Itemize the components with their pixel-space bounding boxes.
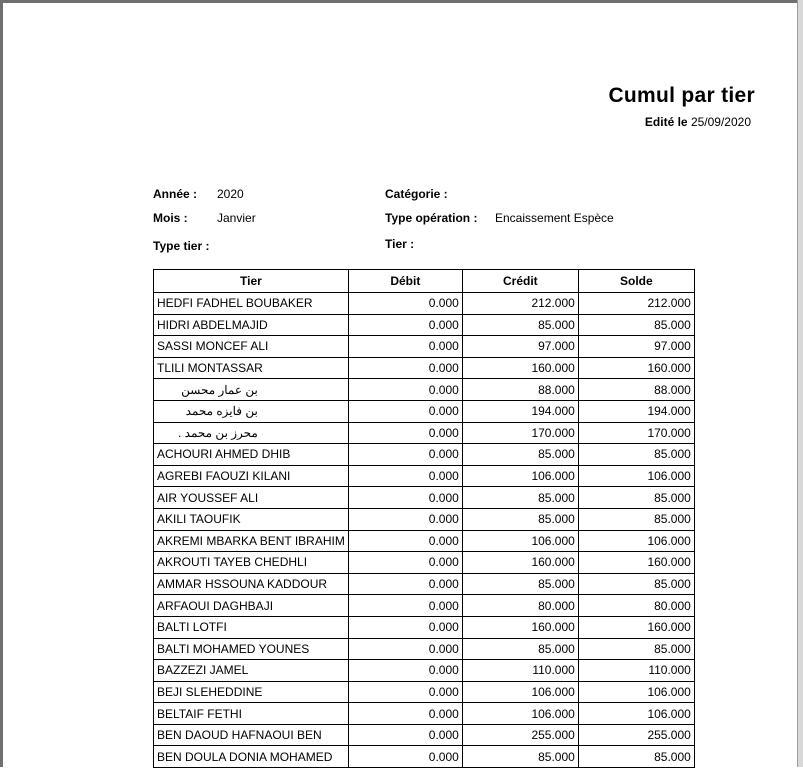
solde-cell: 212.000 xyxy=(578,293,694,315)
debit-cell: 0.000 xyxy=(348,530,462,552)
credit-cell: 85.000 xyxy=(462,638,578,660)
debit-cell: 0.000 xyxy=(348,379,462,401)
credit-cell: 85.000 xyxy=(462,314,578,336)
table-row xyxy=(154,616,695,638)
tier-cell: AKILI TAOUFIK xyxy=(154,508,349,530)
solde-cell: 106.000 xyxy=(578,530,694,552)
credit-cell: 106.000 xyxy=(462,703,578,725)
credit-cell: 160.000 xyxy=(462,552,578,574)
solde-cell: 160.000 xyxy=(578,616,694,638)
solde-cell: 255.000 xyxy=(578,724,694,746)
table-row xyxy=(154,422,695,444)
debit-cell: 0.000 xyxy=(348,638,462,660)
solde-cell: 106.000 xyxy=(578,465,694,487)
tier-cell: BAZZEZI JAMEL xyxy=(154,660,349,682)
table-row xyxy=(154,357,695,379)
tier-cell: SASSI MONCEF ALI xyxy=(154,336,349,358)
edited-date: 25/09/2020 xyxy=(690,115,751,129)
credit-cell: 85.000 xyxy=(462,487,578,509)
table-row xyxy=(154,573,695,595)
tier-cell: AKREMI MBARKA BENT IBRAHIM xyxy=(154,530,349,552)
solde-cell: 85.000 xyxy=(578,573,694,595)
window-top-border xyxy=(0,0,803,3)
mois-label: Mois : xyxy=(153,211,188,225)
debit-cell: 0.000 xyxy=(348,681,462,703)
debit-cell: 0.000 xyxy=(348,552,462,574)
solde-cell: 85.000 xyxy=(578,444,694,466)
header-tier: Tier xyxy=(154,270,349,293)
debit-cell: 0.000 xyxy=(348,293,462,315)
solde-cell: 85.000 xyxy=(578,638,694,660)
credit-cell: 110.000 xyxy=(462,660,578,682)
tier-cell: AKROUTI TAYEB CHEDHLI xyxy=(154,552,349,574)
debit-cell: 0.000 xyxy=(348,508,462,530)
table-row xyxy=(154,336,695,358)
debit-cell: 0.000 xyxy=(348,444,462,466)
header-credit: Crédit xyxy=(462,270,578,293)
solde-cell: 85.000 xyxy=(578,746,694,768)
tier-cell: ACHOURI AHMED DHIB xyxy=(154,444,349,466)
report-title: Cumul par tier xyxy=(608,84,755,107)
table-row xyxy=(154,465,695,487)
solde-cell: 80.000 xyxy=(578,595,694,617)
credit-cell: 85.000 xyxy=(462,444,578,466)
debit-cell: 0.000 xyxy=(348,314,462,336)
edited-date-line xyxy=(645,115,751,129)
debit-cell: 0.000 xyxy=(348,487,462,509)
credit-cell: 97.000 xyxy=(462,336,578,358)
debit-cell: 0.000 xyxy=(348,400,462,422)
table-row xyxy=(154,681,695,703)
debit-cell: 0.000 xyxy=(348,724,462,746)
table-row xyxy=(154,379,695,401)
table-row xyxy=(154,487,695,509)
credit-cell: 80.000 xyxy=(462,595,578,617)
solde-cell: 85.000 xyxy=(578,314,694,336)
solde-cell: 106.000 xyxy=(578,681,694,703)
edited-label: Edité le xyxy=(644,115,688,129)
type-tier-label: Type tier : xyxy=(153,239,210,253)
credit-cell: 160.000 xyxy=(462,357,578,379)
categorie-label: Catégorie : xyxy=(385,187,448,201)
solde-cell: 85.000 xyxy=(578,508,694,530)
table-row xyxy=(154,638,695,660)
debit-cell: 0.000 xyxy=(348,703,462,725)
annee-value: 2020 xyxy=(217,187,244,201)
credit-cell: 106.000 xyxy=(462,465,578,487)
tier-cell: AGREBI FAOUZI KILANI xyxy=(154,465,349,487)
solde-cell: 110.000 xyxy=(578,660,694,682)
type-operation-label: Type opération : xyxy=(385,211,478,225)
debit-cell: 0.000 xyxy=(348,746,462,768)
table-row xyxy=(154,552,695,574)
table-row xyxy=(154,400,695,422)
credit-cell: 88.000 xyxy=(462,379,578,401)
cumul-table xyxy=(153,269,695,768)
tier-cell: محرز بن محمد . xyxy=(154,422,349,444)
credit-cell: 170.000 xyxy=(462,422,578,444)
tier-cell: بن عمار محسن xyxy=(154,379,349,401)
tier-label: Tier : xyxy=(385,237,415,251)
credit-cell: 160.000 xyxy=(462,616,578,638)
solde-cell: 160.000 xyxy=(578,552,694,574)
credit-cell: 255.000 xyxy=(462,724,578,746)
tier-cell: BEN DOULA DONIA MOHAMED xyxy=(154,746,349,768)
credit-cell: 85.000 xyxy=(462,508,578,530)
credit-cell: 85.000 xyxy=(462,573,578,595)
tier-cell: TLILI MONTASSAR xyxy=(154,357,349,379)
solde-cell: 97.000 xyxy=(578,336,694,358)
table-row xyxy=(154,293,695,315)
debit-cell: 0.000 xyxy=(348,465,462,487)
type-operation-value: Encaissement Espèce xyxy=(495,211,614,225)
solde-cell: 85.000 xyxy=(578,487,694,509)
solde-cell: 194.000 xyxy=(578,400,694,422)
debit-cell: 0.000 xyxy=(348,422,462,444)
solde-cell: 170.000 xyxy=(578,422,694,444)
mois-value: Janvier xyxy=(217,211,256,225)
table-row xyxy=(154,660,695,682)
credit-cell: 212.000 xyxy=(462,293,578,315)
table-row xyxy=(154,724,695,746)
solde-cell: 106.000 xyxy=(578,703,694,725)
table-row xyxy=(154,746,695,768)
tier-cell: BALTI LOTFI xyxy=(154,616,349,638)
credit-cell: 106.000 xyxy=(462,681,578,703)
table-row xyxy=(154,444,695,466)
table-row xyxy=(154,314,695,336)
solde-cell: 160.000 xyxy=(578,357,694,379)
tier-cell: BALTI MOHAMED YOUNES xyxy=(154,638,349,660)
debit-cell: 0.000 xyxy=(348,357,462,379)
annee-label: Année : xyxy=(153,187,198,201)
table-header-row xyxy=(154,270,695,293)
credit-cell: 106.000 xyxy=(462,530,578,552)
vertical-scrollbar[interactable] xyxy=(797,0,803,767)
tier-cell: HEDFI FADHEL BOUBAKER xyxy=(154,293,349,315)
tier-cell: BEN DAOUD HAFNAOUI BEN xyxy=(154,724,349,746)
table-row xyxy=(154,530,695,552)
debit-cell: 0.000 xyxy=(348,616,462,638)
tier-cell: AMMAR HSSOUNA KADDOUR xyxy=(154,573,349,595)
tier-cell: ARFAOUI DAGHBAJI xyxy=(154,595,349,617)
table-row xyxy=(154,508,695,530)
debit-cell: 0.000 xyxy=(348,595,462,617)
tier-cell: HIDRI ABDELMAJID xyxy=(154,314,349,336)
debit-cell: 0.000 xyxy=(348,660,462,682)
window-left-border xyxy=(0,0,3,767)
debit-cell: 0.000 xyxy=(348,336,462,358)
credit-cell: 85.000 xyxy=(462,746,578,768)
tier-cell: BELTAIF FETHI xyxy=(154,703,349,725)
tier-cell: بن فايزه محمد xyxy=(154,400,349,422)
table-row xyxy=(154,595,695,617)
solde-cell: 88.000 xyxy=(578,379,694,401)
tier-cell: BEJI SLEHEDDINE xyxy=(154,681,349,703)
header-debit: Débit xyxy=(348,270,462,293)
table-row xyxy=(154,703,695,725)
header-solde: Solde xyxy=(578,270,694,293)
tier-cell: AIR YOUSSEF ALI xyxy=(154,487,349,509)
debit-cell: 0.000 xyxy=(348,573,462,595)
credit-cell: 194.000 xyxy=(462,400,578,422)
